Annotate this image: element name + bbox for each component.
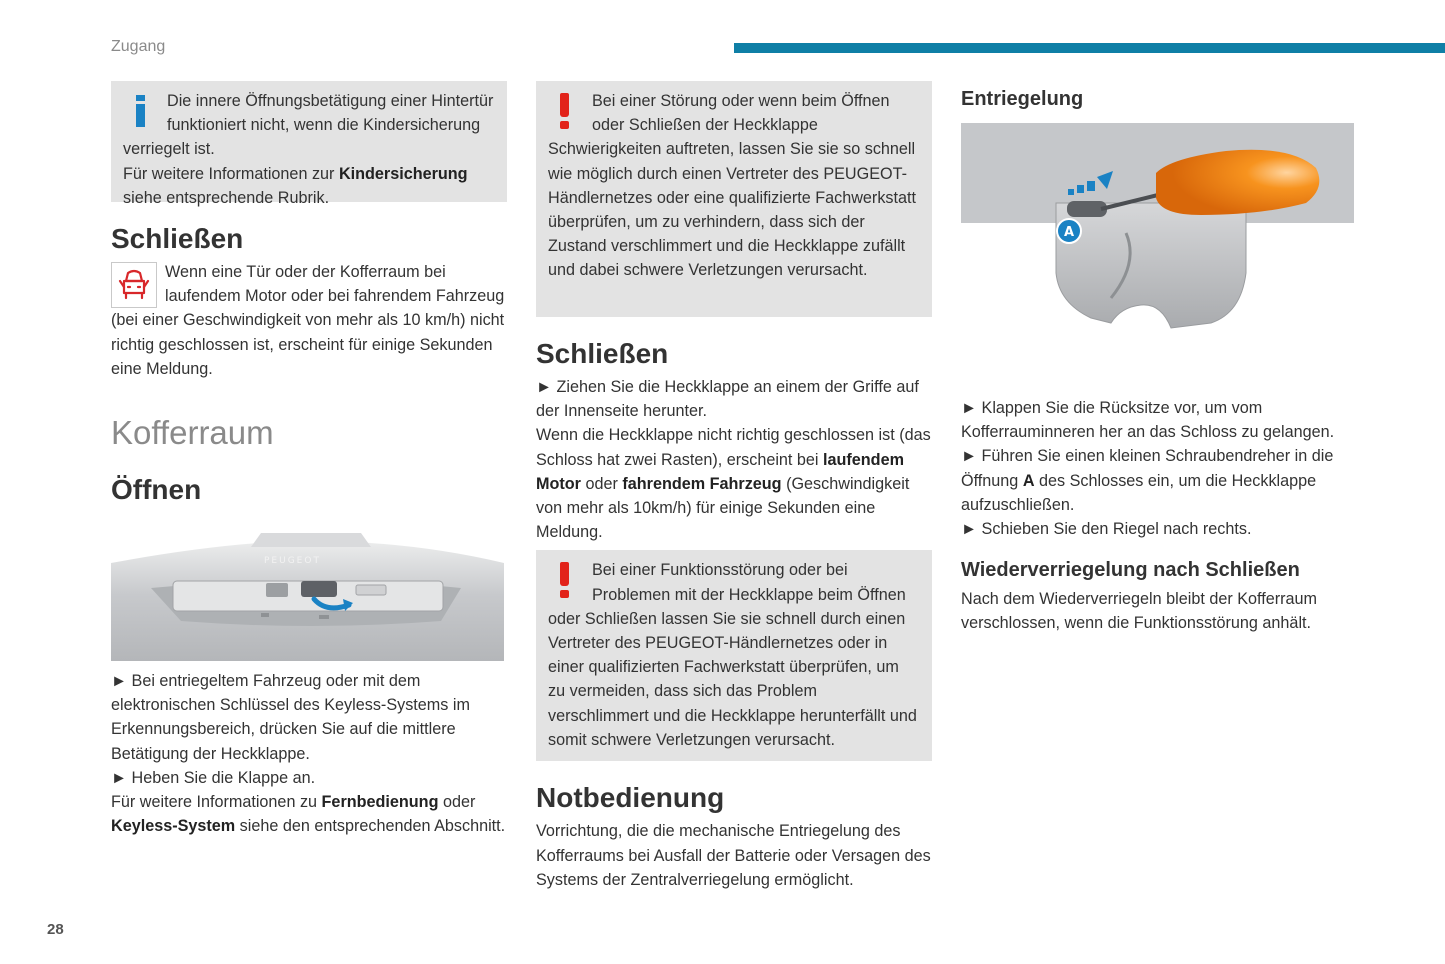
column-right	[961, 81, 1354, 636]
kindersicherung-link: Kindersicherung	[338, 164, 468, 183]
info-note-text: Die innere Öffnungsbetätigung einer Hintertür funktioniert nicht, wenn die Kindersicherung verriegelt ist.	[123, 92, 494, 159]
bold-laufender-motor: laufendem Motor	[536, 450, 904, 493]
schliessen-block	[111, 260, 507, 381]
warning-note-1	[536, 81, 932, 317]
keyless-ref: Keyless-System	[111, 817, 236, 836]
section-label: Zugang	[111, 38, 166, 55]
warning-icon	[558, 93, 574, 131]
schliessen-message: Wenn die Heckklappe nicht richtig geschlossen ist (das Schloss hat zwei Rasten), erscheint bei laufendem Motor oder fahrendem Fahrzeug (Geschwindigkeit von mehr als 10km/h) für einige Sekunden eine Meldung.	[536, 426, 931, 542]
fernbedienung-ref: Fernbedienung	[321, 793, 439, 812]
heading-wiederverriegelung: Wiederverriegelung nach Schließen	[961, 559, 1300, 582]
warning-icon	[558, 562, 574, 600]
heading-oeffnen: Öffnen	[111, 474, 202, 506]
schliessen-step-1: ► Ziehen Sie die Heckklappe an einem der Griffe auf der Innenseite herunter.	[536, 378, 919, 421]
warning-note-2-text: Bei einer Funktionsstörung oder bei Problemen mit der Heckklappe beim Öffnen oder Schließen lassen Sie sie schnell durch einen Vertreter des PEUGEOT-Händlernetzes oder in einer qualifizierten Fachwerkstatt überprüfen, um zu vermeiden, dass sich das Problem verschlimmert und die Heckklappe herunterfällt und somit schwere Verletzungen verursacht.	[548, 561, 917, 749]
warning-note-1-text: Bei einer Störung oder wenn beim Öffnen oder Schließen der Heckklappe Schwierigkeiten auftreten, lassen Sie sie so schnell wie möglich durch einen Vertreter des PEUGEOT-Händlernetzes oder eine qualifizierte Fachwerkstatt überprüfen, um zu verhindern, dass sich der Zustand verschlimmert und die Heckklappe zufällt und dabei schwere Verletzungen verursacht.	[548, 92, 917, 280]
lock-release-illustration	[961, 123, 1354, 338]
label-a: A	[1063, 225, 1075, 240]
entriegelung-step-2: ► Führen Sie einen kleinen Schraubendreher in die Öffnung A des Schlosses ein, um die Heckklappe aufzuschließen.	[961, 447, 1334, 514]
schliessen-text: Wenn eine Tür oder der Kofferraum bei laufendem Motor oder bei fahrendem Fahrzeug (bei einer Geschwindigkeit von mehr als 10 km/h) nicht richtig geschlossen ist, erscheint für einige Sekunden eine Meldung.	[111, 263, 505, 378]
header-accent-bar	[734, 43, 1445, 53]
bold-opening-a: A	[1022, 471, 1035, 490]
info-note	[111, 81, 507, 207]
oeffnen-steps	[111, 669, 507, 838]
notbedienung-text: Vorrichtung, die die mechanische Entriegelung des Kofferraums bei Ausfall der Batterie oder Versagen des Systems der Zentralverriegelung ermöglicht.	[536, 822, 931, 889]
schliessen-tailgate-text	[536, 375, 932, 544]
heading-notbedienung: Notbedienung	[536, 782, 725, 814]
info-icon	[133, 95, 149, 129]
entriegelung-step-3: ► Schieben Sie den Riegel nach rechts.	[961, 520, 1252, 539]
entriegelung-step-1: ► Klappen Sie die Rücksitze vor, um vom Kofferrauminneren her an das Schloss zu gelangen.	[961, 399, 1335, 442]
info-note-more: Für weitere Informationen zur Kindersicherung siehe entsprechende Rubrik.	[123, 164, 468, 207]
warning-note-2	[536, 550, 932, 761]
oeffnen-more-info: Für weitere Informationen zu Fernbedienung oder Keyless-System siehe den entsprechenden Abschnitt.	[111, 793, 506, 836]
bold-fahrendes-fahrzeug: fahrendem Fahrzeug	[622, 474, 782, 493]
column-left	[111, 81, 507, 838]
heading-kofferraum: Kofferraum	[111, 414, 274, 452]
entriegelung-steps	[961, 396, 1354, 541]
page-number: 28	[47, 921, 64, 938]
heading-entriegelung: Entriegelung	[961, 88, 1084, 110]
door-open-warning-icon	[111, 262, 157, 308]
wiederverriegelung-text: Nach dem Wiederverriegeln bleibt der Kofferraum verschlossen, wenn die Funktionsstörung anhält.	[961, 590, 1317, 633]
heading-schliessen-tailgate: Schließen	[536, 338, 669, 369]
tailgate-handle-illustration	[111, 533, 504, 661]
oeffnen-step-2: ► Heben Sie die Klappe an.	[111, 768, 316, 787]
column-middle	[536, 81, 932, 892]
heading-schliessen: Schließen	[111, 223, 244, 254]
tailgate-brand: PEUGEOT	[264, 556, 321, 567]
oeffnen-step-1: ► Bei entriegeltem Fahrzeug oder mit dem elektronischen Schlüssel des Keyless-Systems im Erkennungsbereich, drücken Sie auf die mittlere Betätigung der Heckklappe.	[111, 672, 470, 763]
